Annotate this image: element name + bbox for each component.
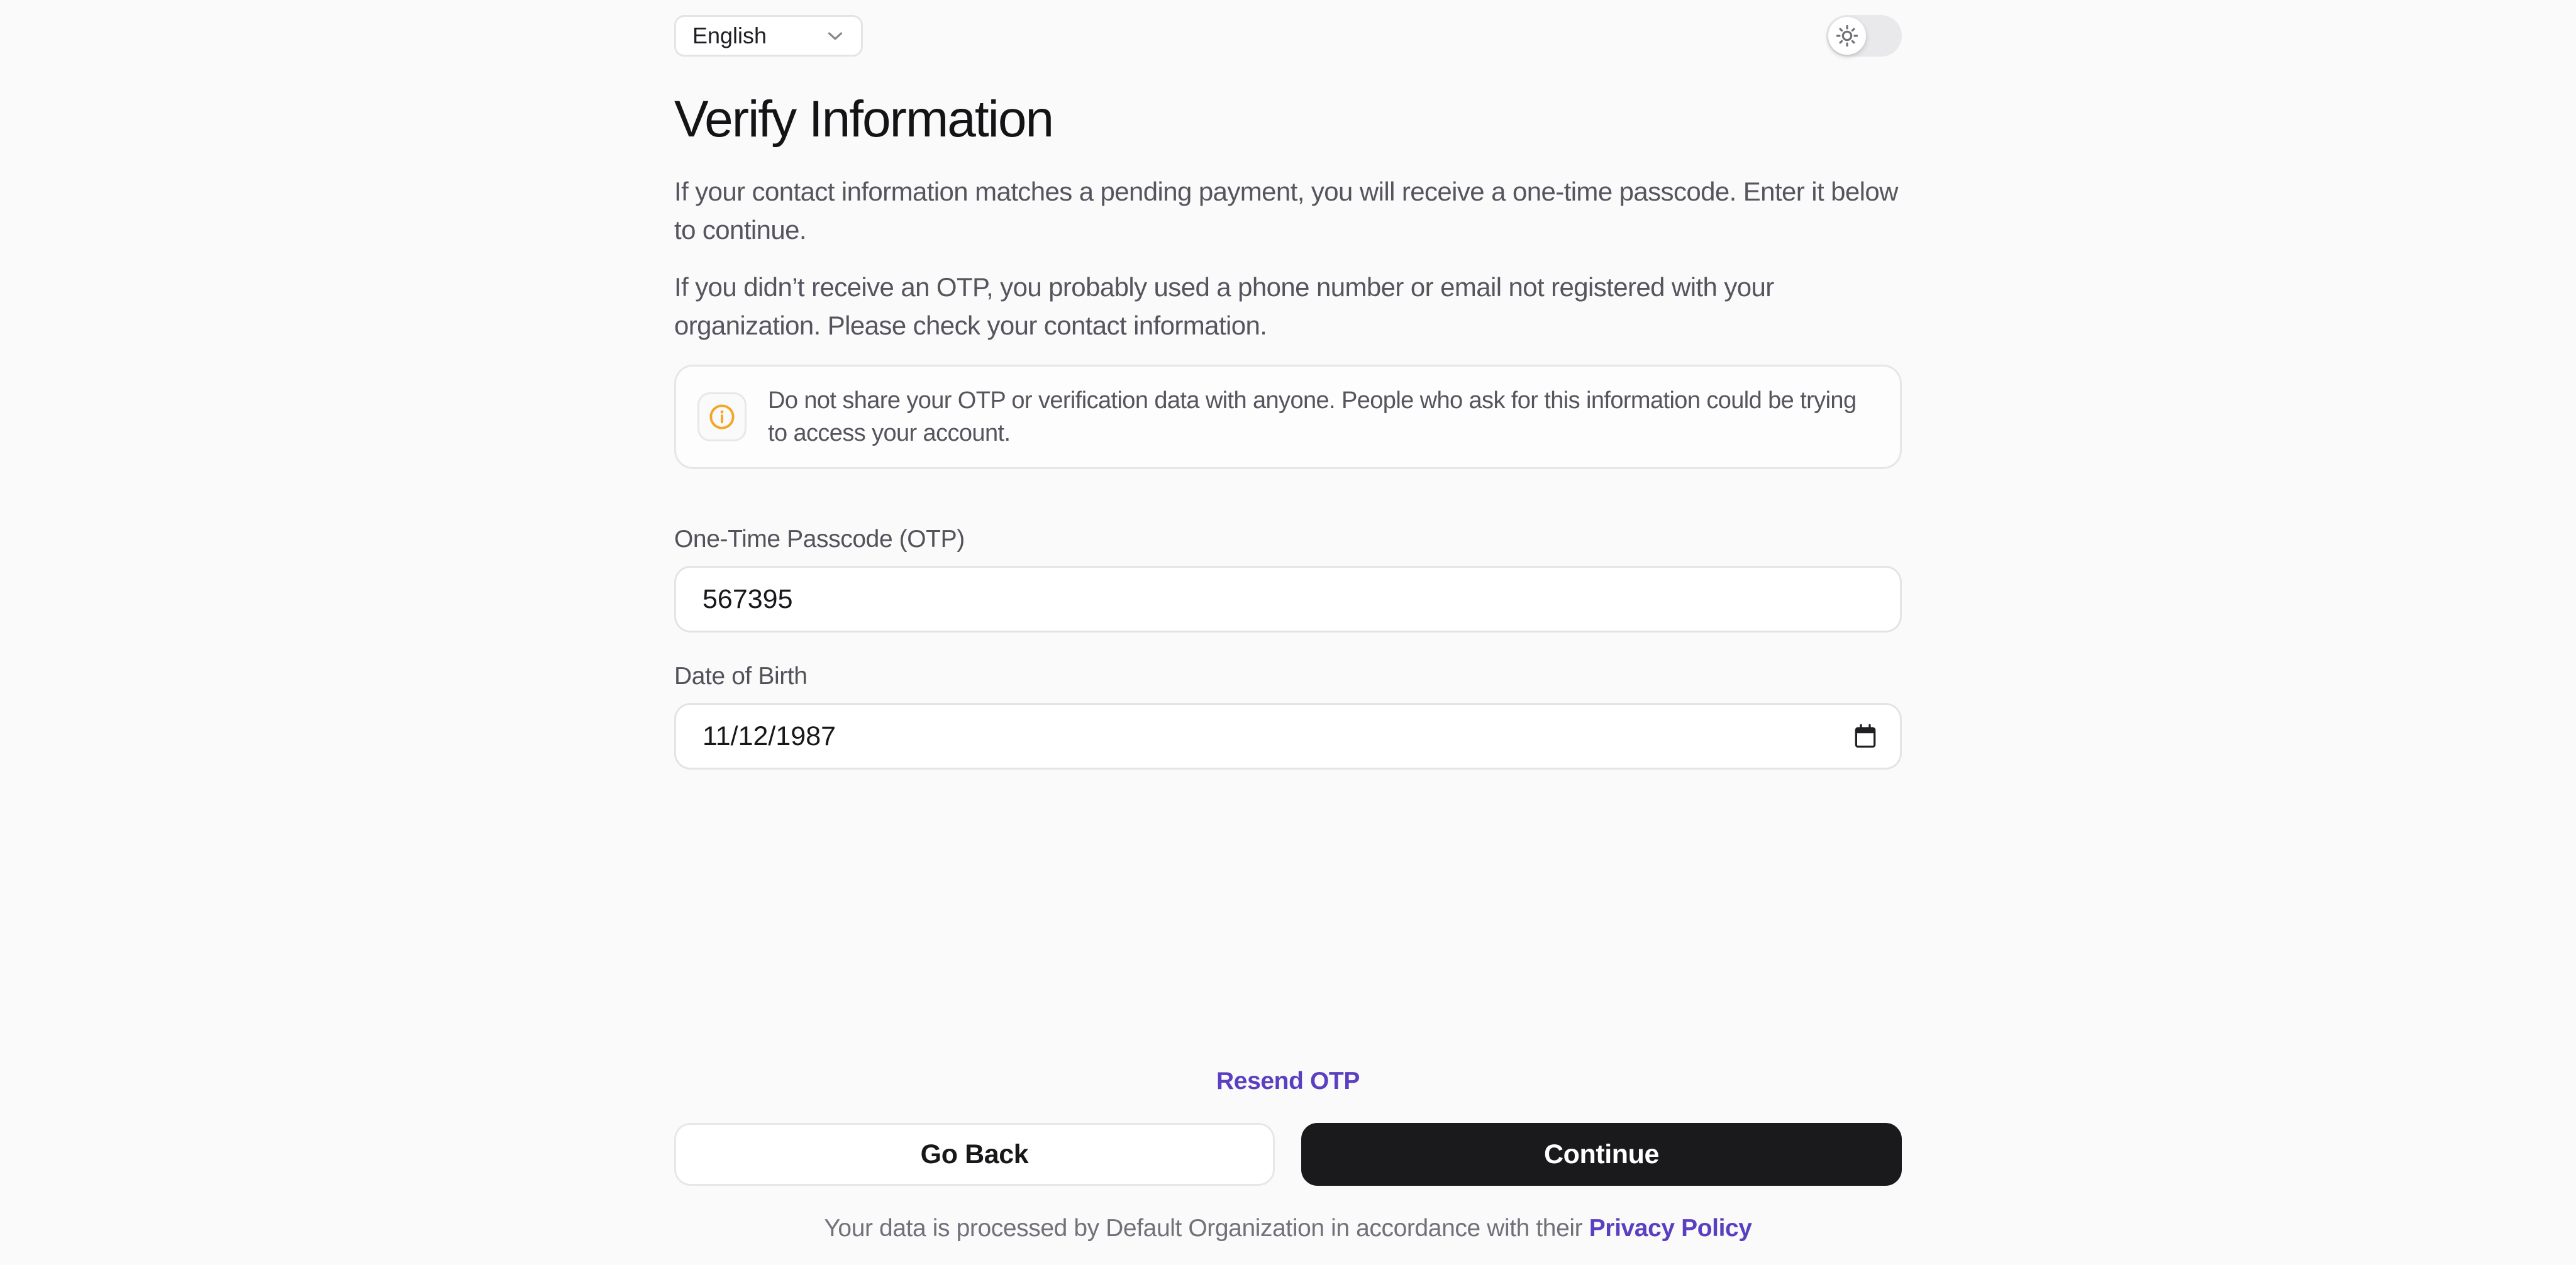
top-bar [674,15,1902,57]
continue-button[interactable]: Continue [1301,1123,1902,1186]
flex-spacer [674,770,1902,1068]
intro-paragraph: If your contact information matches a pending payment, you will receive a one-time passcode. Enter it below to continue. [674,177,1898,245]
footer [674,1215,1902,1242]
chevron-down-icon [823,24,847,48]
language-selector-value: English [692,23,767,48]
privacy-policy-link[interactable]: Privacy Policy [1589,1215,1752,1242]
action-buttons-row [674,1123,1902,1186]
otp-hint-paragraph: If you didn’t receive an OTP, you probably used a phone number or email not registered with your organization. Please check your contact information. [674,272,1774,340]
alert-icon-tile [697,392,747,441]
verify-page [674,0,1902,1265]
otp-warning-alert [674,365,1902,469]
page-title: Verify Information [674,91,1053,148]
info-circle-icon [708,402,736,431]
theme-toggle[interactable] [1826,15,1902,57]
dob-input[interactable] [674,703,1902,770]
footer-text: Your data is processed by Default Organization in accordance with their [824,1215,1583,1242]
otp-label: One-Time Passcode (OTP) [674,526,965,553]
resend-otp-link[interactable]: Resend OTP [1216,1068,1360,1095]
calendar-icon[interactable] [1852,722,1879,750]
dob-input-wrap [674,703,1902,770]
dob-label: Date of Birth [674,663,808,690]
alert-text: Do not share your OTP or verification data with anyone. People who ask for this information could be trying to access your account. [768,387,1857,446]
sun-icon [1835,24,1859,48]
otp-input[interactable] [674,566,1902,632]
otp-input-wrap [674,566,1902,632]
theme-toggle-knob [1828,17,1866,55]
language-selector[interactable] [674,15,863,57]
go-back-button[interactable]: Go Back [674,1123,1275,1186]
